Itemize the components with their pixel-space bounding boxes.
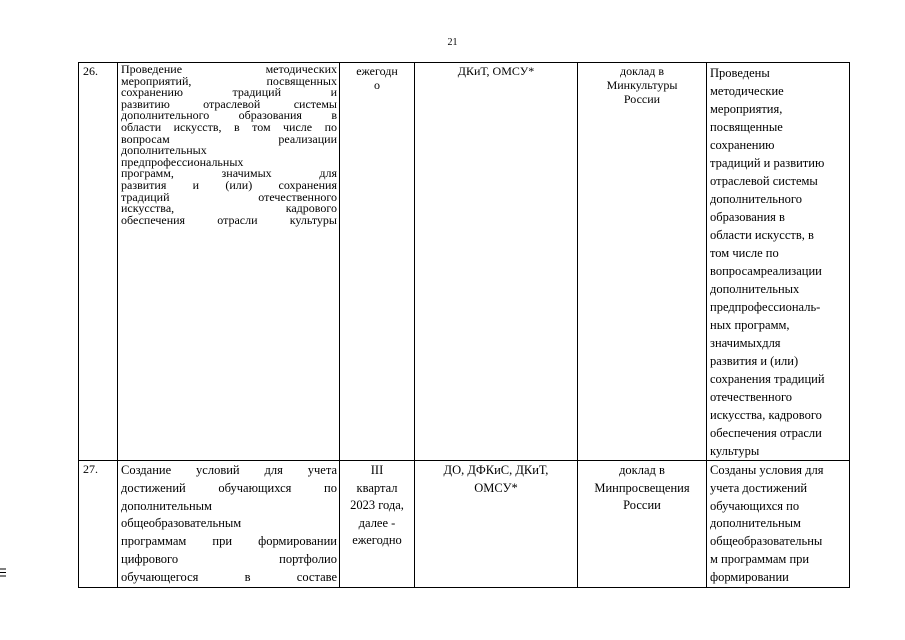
- result-line: том числе по: [710, 246, 779, 260]
- result-line: дополнительных: [710, 282, 800, 296]
- result-line: отечественного: [710, 390, 793, 404]
- result-line: посвященные: [710, 120, 783, 134]
- report-line: Минкультуры: [606, 78, 678, 92]
- executors: ДКиТ, ОМСУ*: [415, 63, 578, 461]
- result-line: традиций и развитию: [710, 156, 825, 170]
- text-line: программ, значимых для: [121, 166, 337, 181]
- period: [340, 461, 415, 588]
- margin-mark: [0, 568, 6, 578]
- result-line: дополнительного: [710, 192, 802, 206]
- text-line: Создание условий для учета: [121, 463, 337, 477]
- report-line: доклад в: [619, 463, 665, 477]
- result-line: образования в: [710, 210, 785, 224]
- result-line: учета достижений: [710, 480, 808, 495]
- text-line: обеспечения отрасли культуры: [121, 212, 337, 227]
- result-line: отраслевой системы: [710, 174, 818, 188]
- result-line: мероприятия,: [710, 102, 783, 116]
- text-line: искусства, кадрового: [121, 201, 337, 216]
- result-line: методические: [710, 84, 784, 98]
- period-line: ежегодно: [352, 533, 402, 547]
- result: [707, 63, 850, 461]
- row-number: 27.: [79, 461, 118, 588]
- report-form: [578, 461, 707, 588]
- period-line: далее -: [358, 515, 396, 530]
- result-line: дополнительным: [710, 516, 801, 531]
- text-line: достижений обучающихся по: [121, 480, 337, 495]
- period-line: III: [370, 463, 384, 477]
- text-line: обучающегося в составе: [121, 569, 337, 584]
- text-line: предпрофессиональных: [121, 154, 244, 169]
- result-line: обеспечения отрасли: [710, 426, 822, 440]
- result-line: Созданы условия для: [710, 463, 824, 477]
- executors: [415, 461, 578, 588]
- result-line: сохранения традиций: [710, 372, 825, 386]
- table-row: [79, 63, 850, 461]
- text-line: цифрового портфолио: [121, 551, 337, 566]
- measures-table: [78, 62, 850, 588]
- table-row: [79, 461, 850, 588]
- measure-description: [118, 461, 340, 588]
- result-line: развития и (или): [710, 354, 799, 368]
- result-line: м программам при: [710, 551, 810, 566]
- result: [707, 461, 850, 588]
- text-line: сохранению традиций и: [121, 85, 337, 100]
- result-line: формировании: [710, 569, 789, 584]
- period: [340, 63, 415, 461]
- text-line: программам при формировании: [121, 534, 337, 549]
- text-line: области искусств, в том числе по: [121, 119, 337, 134]
- result-line: вопросамреализации: [710, 264, 822, 278]
- margin-lines-icon: [0, 568, 6, 578]
- text-line: дополнительного образования в: [121, 108, 337, 123]
- report-line: России: [623, 498, 661, 512]
- executors-line: ОМСУ*: [474, 480, 518, 495]
- result-line: искусства, кадрового: [710, 408, 822, 422]
- result-line: ных программ,: [710, 318, 790, 332]
- period-line: о: [374, 78, 380, 92]
- text-line: общеобразовательным: [121, 516, 242, 531]
- report-form: [578, 63, 707, 461]
- result-line: общеобразовательны: [710, 534, 823, 549]
- result-line: предпрофессиональ-: [710, 300, 821, 314]
- period-line: квартал: [356, 480, 398, 495]
- result-line: сохранению: [710, 138, 775, 152]
- report-line: России: [623, 92, 661, 106]
- text-line: развитию отраслевой системы: [121, 96, 337, 111]
- row-number: 26.: [79, 63, 118, 461]
- text-line: Проведение методических: [121, 62, 337, 76]
- page-number: 21: [447, 37, 458, 48]
- period-line: ежегодн: [356, 64, 398, 78]
- text-line: вопросам реализации: [121, 131, 337, 146]
- text-line: дополнительных: [121, 143, 207, 158]
- text-line: традиций отечественного: [121, 189, 337, 204]
- report-line: Минпросвещения: [594, 480, 690, 495]
- period-line: 2023 года,: [350, 498, 404, 512]
- text-line: мероприятий, посвященных: [121, 73, 337, 88]
- text-line: развития и (или) сохранения: [121, 177, 337, 192]
- result-line: Проведены: [710, 66, 770, 80]
- text-line: дополнительным: [121, 498, 212, 513]
- executors-line: ДО, ДФКиС, ДКиТ,: [443, 463, 549, 477]
- result-line: обучающихся по: [710, 498, 800, 513]
- result-line: области искусств, в: [710, 228, 814, 242]
- report-line: доклад в: [619, 64, 665, 78]
- measure-description: [118, 63, 340, 461]
- result-line: культуры: [710, 444, 760, 458]
- result-line: значимыхдля: [710, 336, 781, 350]
